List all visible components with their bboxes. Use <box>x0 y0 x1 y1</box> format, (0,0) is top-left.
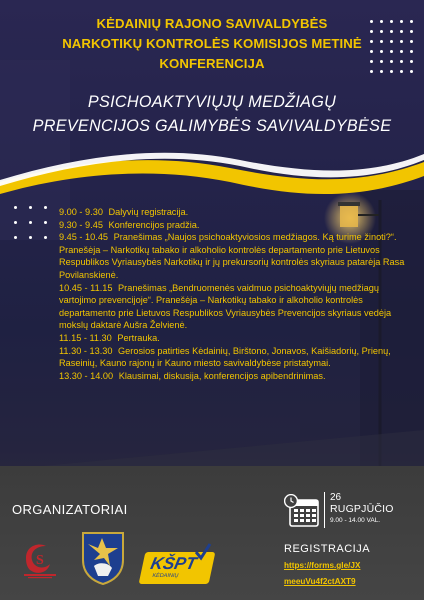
organizer-title <box>0 14 424 74</box>
entry-time: 11.15 - 11.30 <box>59 332 112 343</box>
kspt-logo-subtext: KĖDAINIŲ <box>151 573 179 579</box>
subtitle-line-2: PREVENCIJOS GALIMYBĖS SAVIVALDYBĖSE <box>32 117 392 135</box>
registration-link-line-2[interactable]: meeuVu4f2ctAXT9 <box>284 577 356 586</box>
organizer-logo-red-emblem <box>20 538 60 580</box>
entry-text: Pertrauka. <box>117 332 160 343</box>
schedule-entry <box>59 219 415 232</box>
entry-text: Dalyvių registracija. <box>108 207 189 217</box>
footer-band <box>0 466 424 600</box>
schedule-entry <box>59 206 415 219</box>
title-line-2: NARKOTIKŲ KONTROLĖS KOMISIJOS METINĖ <box>62 36 362 51</box>
schedule-entry <box>59 282 415 332</box>
checkmark-icon <box>194 542 212 562</box>
event-month: RUGPJŪČIO <box>330 503 394 515</box>
entry-text: Gerosios patirties Kėdainių, Birštono, Jonavos, Kaišiadorių, Prienų, Raseinių, Kauno rajonų ir Kauno miesto savivaldybėse pristatymai. <box>59 345 391 369</box>
registration-link-line-1[interactable]: https://forms.gle/JX <box>284 561 361 570</box>
event-time: 9.00 - 14.00 VAL. <box>330 517 381 524</box>
kspt-logo-text: KŠPT <box>148 554 199 573</box>
dot-grid-top-right <box>370 20 414 80</box>
entry-time: 9.45 - 10.45 <box>59 232 109 243</box>
schedule-entry <box>59 370 415 383</box>
entry-time: 11.30 - 13.30 <box>59 345 113 356</box>
title-line-3: KONFERENCIJA <box>159 56 265 71</box>
kedainiai-coat-of-arms-icon <box>80 530 126 586</box>
conference-subtitle <box>0 90 424 138</box>
event-day: 26 <box>330 492 342 503</box>
schedule-entry <box>59 332 415 345</box>
entry-time: 10.45 - 11.15 <box>59 282 113 293</box>
entry-text: Pranešimas „Bendruomenės vaidmuo psichoaktyviųjų medžiagų vartojimo prevencijoje“. Pranešėja – Narkotikų tabako ir alkoholio kontrolės departamento prie Lietuvos Respublikos Vyriausybės Prevencijos skyriaus vedėja mokslų daktarė Aušra Želvienė. <box>59 282 392 331</box>
event-date-block <box>284 492 414 532</box>
organizers-heading: ORGANIZATORIAI <box>12 502 128 517</box>
entry-time: 13.30 - 14.00 <box>59 370 114 381</box>
entry-text: Pranešimas „Naujos psichoaktyviosios medžiagos. Ką turime žinoti?“. Pranešėja – Narkotikų tabako ir alkoholio kontrolės departamento prie Lietuvos Respublikos Vyriausybės Narkotikų ir jų prekursorių kontrolės skyriaus patarėja Rasa Povilanskienė. <box>59 232 405 280</box>
svg-text:S: S <box>36 553 44 568</box>
registration-heading: REGISTRACIJA <box>284 543 371 555</box>
date-divider <box>324 492 325 528</box>
header <box>0 14 424 138</box>
calendar-clock-icon <box>284 494 320 528</box>
dot-grid-left <box>14 206 54 246</box>
schedule-entry <box>59 345 415 370</box>
entry-text: Konferencijos pradžia. <box>108 219 200 230</box>
entry-time: 9.00 - 9.30 <box>59 207 103 217</box>
title-line-1: KĖDAINIŲ RAJONO SAVIVALDYBĖS <box>96 16 328 31</box>
yellow-swoosh-decoration <box>0 140 424 210</box>
entry-time: 9.30 - 9.45 <box>59 219 103 230</box>
entry-text: Klausimai, diskusija, konferencijos apibendrinimas. <box>118 370 326 381</box>
subtitle-line-1: PSICHOAKTYVIŲJŲ MEDŽIAGŲ <box>87 93 337 111</box>
schedule-list <box>59 206 415 382</box>
schedule-entry <box>59 231 415 281</box>
